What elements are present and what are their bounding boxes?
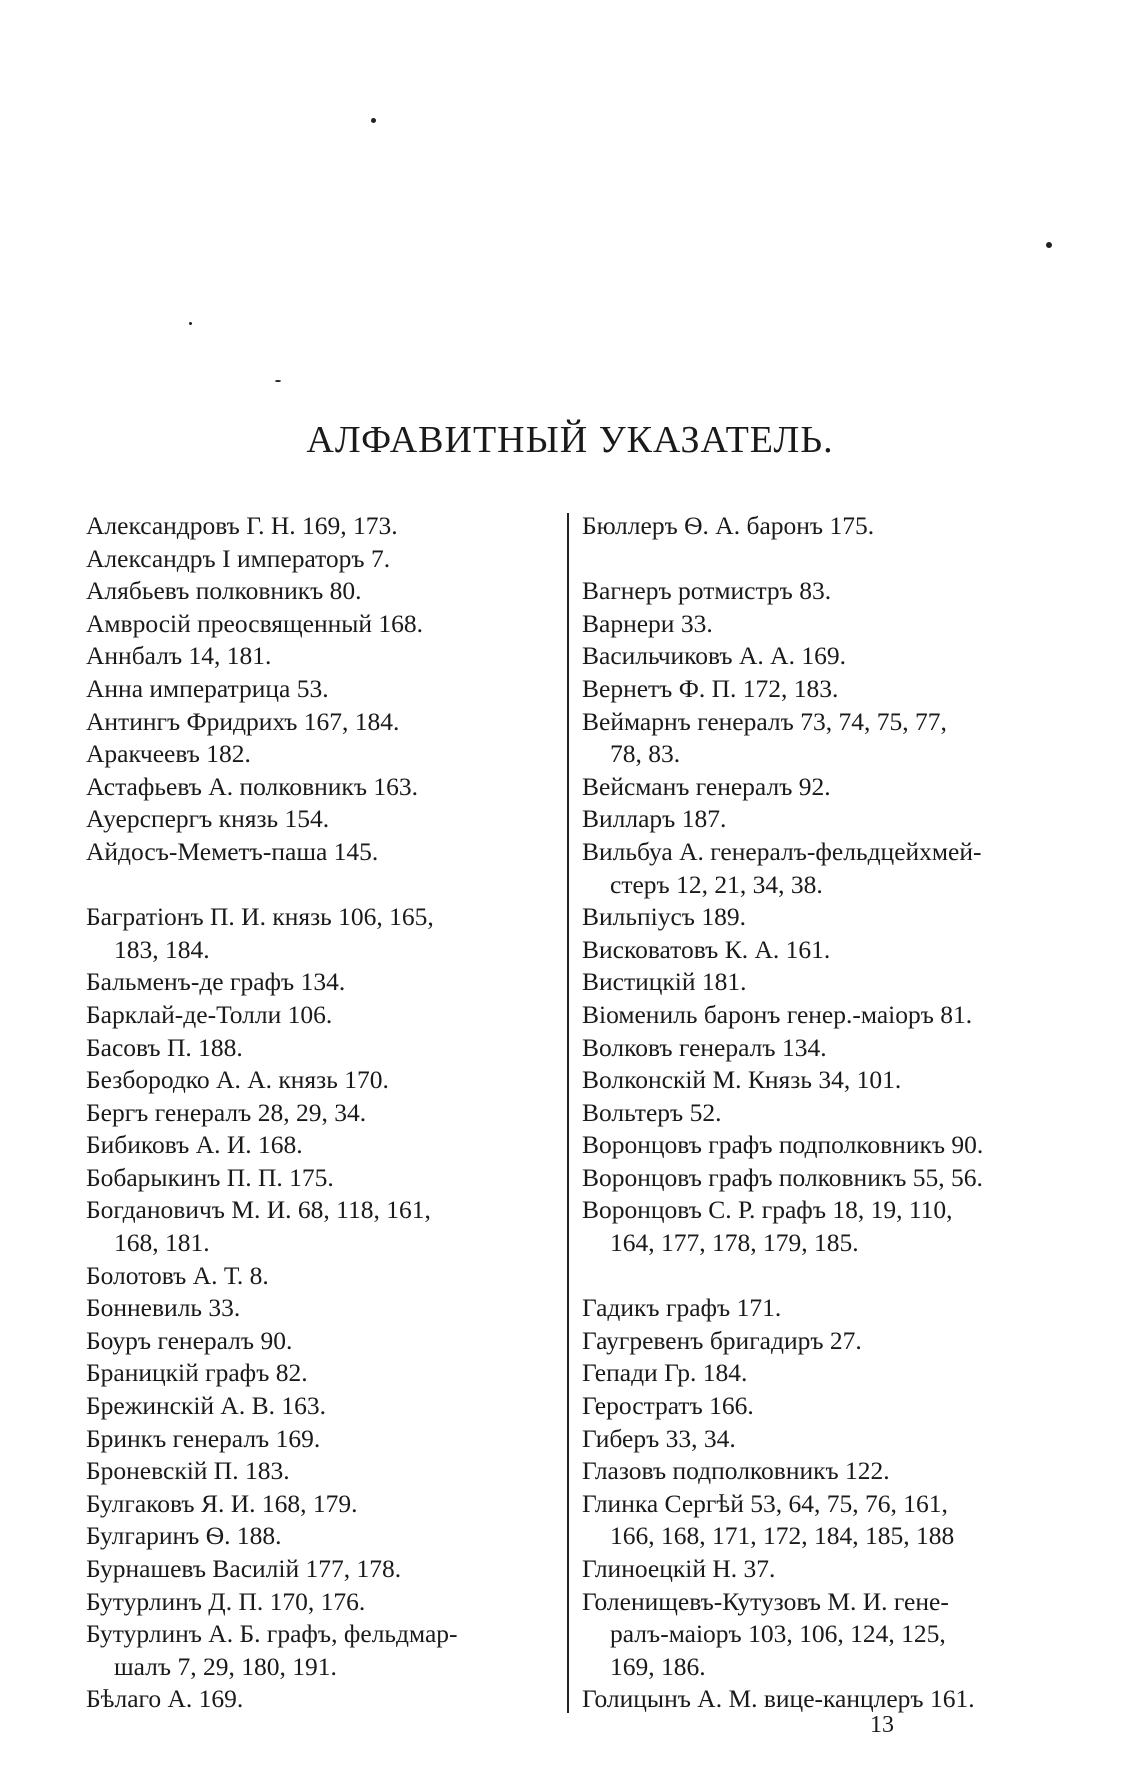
index-entry bbox=[86, 1553, 556, 1586]
index-entry bbox=[582, 966, 1052, 999]
index-entry-text: Астафьевъ А. полковникъ 163. bbox=[86, 771, 419, 801]
index-entry bbox=[582, 1292, 1052, 1325]
index-entry-text: Аннбалъ 14, 181. bbox=[86, 641, 272, 671]
index-entry bbox=[86, 510, 556, 543]
index-entry bbox=[582, 1553, 1052, 1586]
index-entry bbox=[86, 1064, 556, 1097]
index-entry-text: Вейсманъ генералъ 92. bbox=[582, 771, 831, 801]
index-entry bbox=[582, 640, 1052, 673]
index-entry-text: Вилларъ 187. bbox=[582, 804, 727, 834]
index-entry bbox=[582, 1455, 1052, 1488]
index-entry-text: Булгаринъ Ѳ. 188. bbox=[86, 1521, 282, 1551]
index-entry bbox=[86, 1325, 556, 1358]
index-entry-text: Варнери 33. bbox=[582, 608, 713, 638]
index-entry bbox=[86, 1423, 556, 1456]
index-entry-text: Вильпіусъ 189. bbox=[582, 902, 746, 932]
index-entry-text: Висковатовъ К. А. 161. bbox=[582, 934, 831, 964]
index-entry-text: Бальменъ-де графъ 134. bbox=[86, 967, 346, 997]
index-entry-continuation: 183, 184. bbox=[114, 934, 210, 964]
index-entry-text: Антингъ Фридрихъ 167, 184. bbox=[86, 706, 400, 736]
index-entry-text: Глазовъ подполковникъ 122. bbox=[582, 1456, 890, 1486]
index-entry bbox=[86, 640, 556, 673]
index-entry bbox=[582, 771, 1052, 804]
index-entry bbox=[582, 608, 1052, 641]
index-entry-text: Воронцовъ графъ подполковникъ 90. bbox=[582, 1130, 984, 1160]
index-entry bbox=[86, 1194, 556, 1259]
index-entry-text: Браницкій графъ 82. bbox=[86, 1358, 308, 1388]
index-entry bbox=[86, 608, 556, 641]
letter-section-gap bbox=[86, 869, 556, 902]
index-entry-text: Глиноецкій Н. 37. bbox=[582, 1554, 776, 1583]
index-entry bbox=[86, 836, 556, 869]
index-entry-text: Вольтеръ 52. bbox=[582, 1097, 722, 1127]
index-entry-text: Аракчеевъ 182. bbox=[86, 739, 251, 769]
index-entry bbox=[86, 803, 556, 836]
index-entry bbox=[582, 1032, 1052, 1065]
index-entry bbox=[86, 1618, 556, 1683]
index-entry bbox=[86, 1357, 556, 1390]
index-entry-text: Ауерспергъ князь 154. bbox=[86, 804, 330, 834]
index-entry-continuation: 164, 177, 178, 179, 185. bbox=[610, 1228, 859, 1258]
index-entry-text: Бутурлинъ А. Б. графъ, фельдмар- bbox=[86, 1619, 458, 1649]
index-entry-text: Бринкъ генералъ 169. bbox=[86, 1423, 321, 1453]
index-entry-text: Бюллеръ Ѳ. А. баронъ 175. bbox=[582, 511, 875, 540]
index-entry-text: Воронцовъ С. Р. графъ 18, 19, 110, bbox=[582, 1195, 953, 1225]
index-entry-text: Вистицкій 181. bbox=[582, 967, 747, 997]
page-title: АЛФАВИТНЫЙ УКАЗАТЕЛЬ. bbox=[306, 419, 834, 461]
index-entry-text: Васильчиковъ А. А. 169. bbox=[582, 641, 846, 671]
index-entry bbox=[582, 803, 1052, 836]
index-entry bbox=[86, 966, 556, 999]
index-entry bbox=[582, 901, 1052, 934]
index-entry bbox=[582, 1194, 1052, 1259]
index-entry bbox=[582, 510, 1052, 543]
index-entry-text: Геростратъ 166. bbox=[582, 1391, 754, 1421]
index-entry-text: Безбородко А. А. князь 170. bbox=[86, 1065, 389, 1095]
index-entry bbox=[582, 1097, 1052, 1130]
index-entry-text: Гиберъ 33, 34. bbox=[582, 1423, 736, 1453]
index-entry-text: Бонневиль 33. bbox=[86, 1293, 241, 1323]
index-entry bbox=[86, 1683, 556, 1716]
index-entry bbox=[86, 901, 556, 966]
index-entry bbox=[582, 836, 1052, 901]
index-entry-text: Богдановичъ М. И. 68, 118, 161, bbox=[86, 1195, 431, 1225]
index-entry bbox=[86, 738, 556, 771]
index-entry-text: Бобарыкинъ П. П. 175. bbox=[86, 1162, 334, 1192]
index-entry-text: Голенищевъ-Кутузовъ М. И. гене- bbox=[582, 1586, 949, 1616]
ink-speck bbox=[275, 380, 281, 382]
index-entry-text: Віомениль баронъ генер.-маіоръ 81. bbox=[582, 999, 973, 1029]
index-entry bbox=[86, 1292, 556, 1325]
index-entry-text: Амвросій преосвященный 168. bbox=[86, 608, 424, 638]
index-entry bbox=[86, 771, 556, 804]
index-entry-text: Воронцовъ графъ полковникъ 55, 56. bbox=[582, 1162, 983, 1192]
index-entry bbox=[86, 1129, 556, 1162]
index-entry-text: Бутурлинъ Д. П. 170, 176. bbox=[86, 1586, 366, 1616]
index-entry-text: Булгаковъ Я. И. 168, 179. bbox=[86, 1488, 358, 1518]
index-entry-text: Голицынъ А. М. вице-канцлеръ 161. bbox=[582, 1684, 975, 1714]
index-entry-text: Броневскій П. 183. bbox=[86, 1456, 290, 1486]
ink-speck bbox=[1046, 242, 1052, 248]
index-entry bbox=[86, 575, 556, 608]
index-entry bbox=[86, 673, 556, 706]
index-column-right bbox=[582, 510, 1052, 1716]
index-entry-text: Бурнашевъ Василій 177, 178. bbox=[86, 1554, 402, 1583]
index-entry-text: Айдосъ-Меметъ-паша 145. bbox=[86, 836, 379, 866]
index-entry-continuation: 166, 168, 171, 172, 184, 185, 188 bbox=[610, 1521, 955, 1551]
index-entry-text: Болотовъ А. Т. 8. bbox=[86, 1260, 269, 1290]
index-entry bbox=[582, 1423, 1052, 1456]
index-entry-text: Багратіонъ П. И. князь 106, 165, bbox=[86, 902, 434, 932]
index-entry bbox=[86, 1488, 556, 1521]
index-entry-text: Волконскій М. Князь 34, 101. bbox=[582, 1065, 902, 1095]
index-entry-continuation: шалъ 7, 29, 180, 191. bbox=[114, 1651, 337, 1681]
index-entry bbox=[582, 1325, 1052, 1358]
index-entry bbox=[582, 1390, 1052, 1423]
index-entry bbox=[582, 1488, 1052, 1553]
index-entry-text: Басовъ П. 188. bbox=[86, 1032, 243, 1062]
index-entry-text: Брежинскій А. В. 163. bbox=[86, 1391, 326, 1421]
index-entry-text: Глинка Сергѣй 53, 64, 75, 76, 161, bbox=[582, 1488, 948, 1518]
index-entry-text: Боуръ генералъ 90. bbox=[86, 1325, 293, 1355]
index-entry bbox=[582, 673, 1052, 706]
index-column-left bbox=[86, 510, 556, 1716]
letter-section-gap bbox=[582, 543, 1052, 576]
index-entry bbox=[86, 706, 556, 739]
index-entry bbox=[86, 1520, 556, 1553]
letter-section-gap bbox=[582, 1260, 1052, 1293]
index-entry-text: Гаугревенъ бригадиръ 27. bbox=[582, 1325, 862, 1355]
index-entry-text: Гадикъ графъ 171. bbox=[582, 1293, 782, 1323]
index-entry-text: Александровъ Г. Н. 169, 173. bbox=[86, 511, 398, 540]
index-entry-text: Волковъ генералъ 134. bbox=[582, 1032, 827, 1062]
ink-speck bbox=[371, 118, 376, 123]
index-entry-continuation: 168, 181. bbox=[114, 1228, 210, 1258]
index-entry bbox=[86, 1260, 556, 1293]
index-entry bbox=[86, 1162, 556, 1195]
index-entry-text: Вильбуа А. генералъ-фельдцейхмей- bbox=[582, 836, 982, 866]
index-entry-text: Вагнеръ ротмистръ 83. bbox=[582, 576, 832, 606]
index-entry bbox=[582, 1357, 1052, 1390]
index-entry-text: 169, 186. bbox=[610, 1651, 706, 1681]
index-entry bbox=[86, 1586, 556, 1619]
index-entry-continuation: стеръ 12, 21, 34, 38. bbox=[610, 869, 823, 899]
index-entry-text: Барклай-де-Толли 106. bbox=[86, 999, 333, 1029]
index-entry bbox=[86, 1032, 556, 1065]
index-entry bbox=[582, 1683, 1052, 1716]
index-entry bbox=[582, 1064, 1052, 1097]
index-entry-text: Бѣлаго А. 169. bbox=[86, 1684, 244, 1714]
column-divider bbox=[567, 513, 569, 1713]
page-number: 13 bbox=[870, 1712, 894, 1738]
index-entry bbox=[582, 1162, 1052, 1195]
index-entry-text: Бергъ генералъ 28, 29, 34. bbox=[86, 1097, 367, 1127]
index-entry bbox=[86, 1097, 556, 1130]
index-entry bbox=[582, 1651, 1052, 1684]
index-entry bbox=[582, 575, 1052, 608]
index-entry-text: Гепади Гр. 184. bbox=[582, 1358, 748, 1388]
index-entry-continuation: 78, 83. bbox=[610, 739, 681, 769]
index-entry-continuation: ралъ-маіоръ 103, 106, 124, 125, bbox=[610, 1619, 946, 1649]
index-entry bbox=[582, 706, 1052, 771]
index-entry bbox=[86, 999, 556, 1032]
index-entry-text: Анна императрица 53. bbox=[86, 673, 329, 703]
index-entry bbox=[582, 1586, 1052, 1651]
ink-speck bbox=[189, 322, 192, 325]
index-entry bbox=[582, 1129, 1052, 1162]
index-entry bbox=[582, 934, 1052, 967]
index-entry bbox=[86, 543, 556, 576]
index-entry-text: Веймарнъ генералъ 73, 74, 75, 77, bbox=[582, 706, 947, 736]
index-entry bbox=[86, 1455, 556, 1488]
index-entry-text: Вернетъ Ф. П. 172, 183. bbox=[582, 673, 839, 703]
index-entry-text: Бибиковъ А. И. 168. bbox=[86, 1130, 303, 1160]
index-entry bbox=[582, 999, 1052, 1032]
index-entry-text: Алябьевъ полковникъ 80. bbox=[86, 576, 362, 606]
index-entry bbox=[86, 1390, 556, 1423]
index-entry-text: Александръ I императоръ 7. bbox=[86, 543, 391, 573]
